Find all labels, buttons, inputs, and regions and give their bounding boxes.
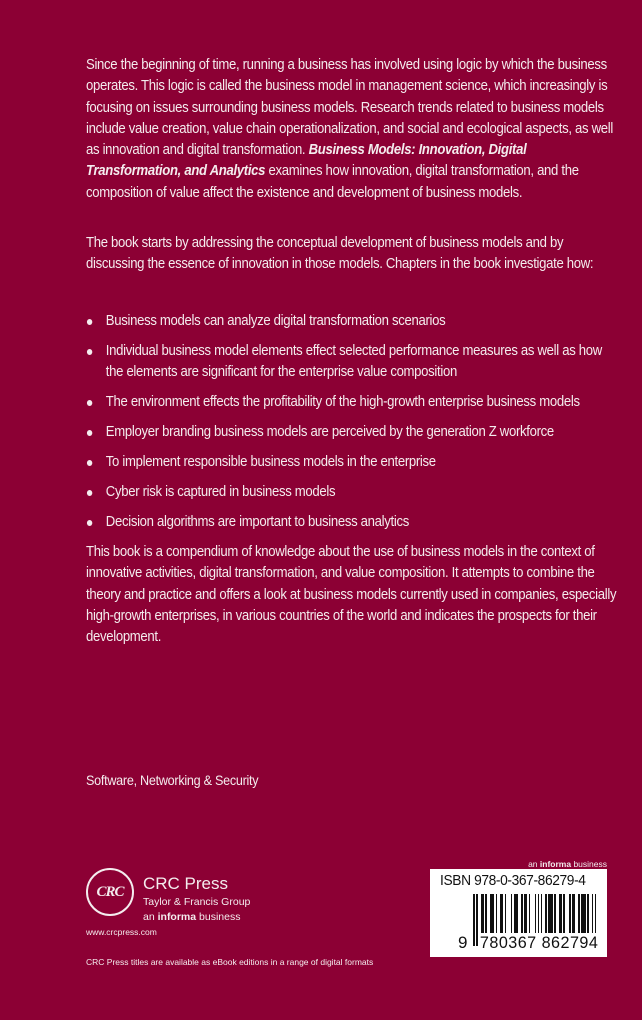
chapter-topics-list — [86, 311, 617, 542]
list-item — [86, 341, 617, 384]
list-item — [86, 392, 617, 413]
barcode-lead-digit: 9 — [458, 933, 468, 952]
isbn-barcode-box — [430, 869, 607, 957]
tagline-text: an — [143, 911, 158, 923]
bullet-icon — [87, 490, 92, 496]
paragraph-text: examines how innovation, digital transformation, and the composition of value affect the existence and development of business models. — [86, 163, 579, 201]
paragraph-text: This book is a compendium of knowledge about the use of business models in the context of innovative activities, digital transformation, and value composition. It attempts to combine the theory and practice and offers a look at business models currently used in companies, especially high-growth enterprises, in various countries of the world and indicates the prospects for their development. — [86, 544, 617, 646]
list-item — [86, 311, 617, 332]
list-item — [86, 452, 617, 473]
isbn-label: ISBN 978-0-367-86279-4 — [440, 873, 586, 889]
subject-category: Software, Networking & Security — [86, 772, 259, 788]
list-item-text: Individual business model elements effect selected performance measures as well as how the elements are significant for the enterprise value composition — [105, 342, 602, 381]
ebook-note: CRC Press titles are available as eBook editions in a range of digital formats — [86, 957, 374, 967]
paragraph-text: Since the beginning of time, running a business has involved using logic by which the business operates. This logic is called the business model in management science, which increasingly is focusing on issues surrounding business models. Research trends related to business models include value creation, value chain operationalization, and social and ecological aspects, as well as innovation and digital transformation. — [86, 57, 613, 159]
bullet-icon — [87, 349, 92, 355]
tagline-text: business — [571, 859, 607, 869]
tagline-brand: informa — [539, 859, 572, 869]
list-item-text: To implement responsible business models in the enterprise — [105, 454, 436, 471]
tagline-text: business — [196, 911, 241, 923]
publisher-informa-tagline — [143, 911, 240, 923]
isbn-informa-tagline — [520, 859, 607, 869]
bullet-icon — [87, 520, 92, 526]
list-item-text: Employer branding business models are perceived by the generation Z workforce — [105, 424, 554, 441]
list-item — [86, 482, 617, 503]
publisher-url[interactable]: www.crcpress.com — [86, 927, 157, 937]
book-title: Business Models: Innovation, Digital Transformation, and Analytics — [86, 142, 527, 180]
bullet-icon — [87, 460, 92, 466]
description-paragraph-2 — [86, 233, 617, 276]
publisher-group: Taylor & Francis Group — [143, 896, 251, 908]
bullet-icon — [87, 319, 92, 325]
description-paragraph-1 — [86, 55, 617, 204]
list-item-text: Decision algorithms are important to business analytics — [105, 514, 409, 531]
list-item — [86, 422, 617, 443]
paragraph-text: The book starts by addressing the conceptual development of business models and by discussing the essence of innovation in those models. Chapters in the book investigate how: — [86, 235, 594, 273]
tagline-brand: informa — [157, 911, 197, 923]
list-item — [86, 512, 617, 533]
list-item-text: The environment effects the profitability of the high-growth enterprise business models — [105, 394, 580, 411]
publisher-name: CRC Press — [143, 874, 229, 893]
bullet-icon — [87, 400, 92, 406]
crc-logo-icon — [86, 868, 134, 916]
description-paragraph-3 — [86, 542, 617, 648]
list-item-text: Business models can analyze digital transformation scenarios — [105, 313, 446, 329]
tagline-text: an — [528, 859, 540, 869]
bullet-icon — [87, 430, 92, 436]
list-item-text: Cyber risk is captured in business models — [105, 484, 336, 501]
barcode-digits: 780367 862794 — [479, 933, 599, 952]
logo-text: CRC — [96, 883, 124, 900]
